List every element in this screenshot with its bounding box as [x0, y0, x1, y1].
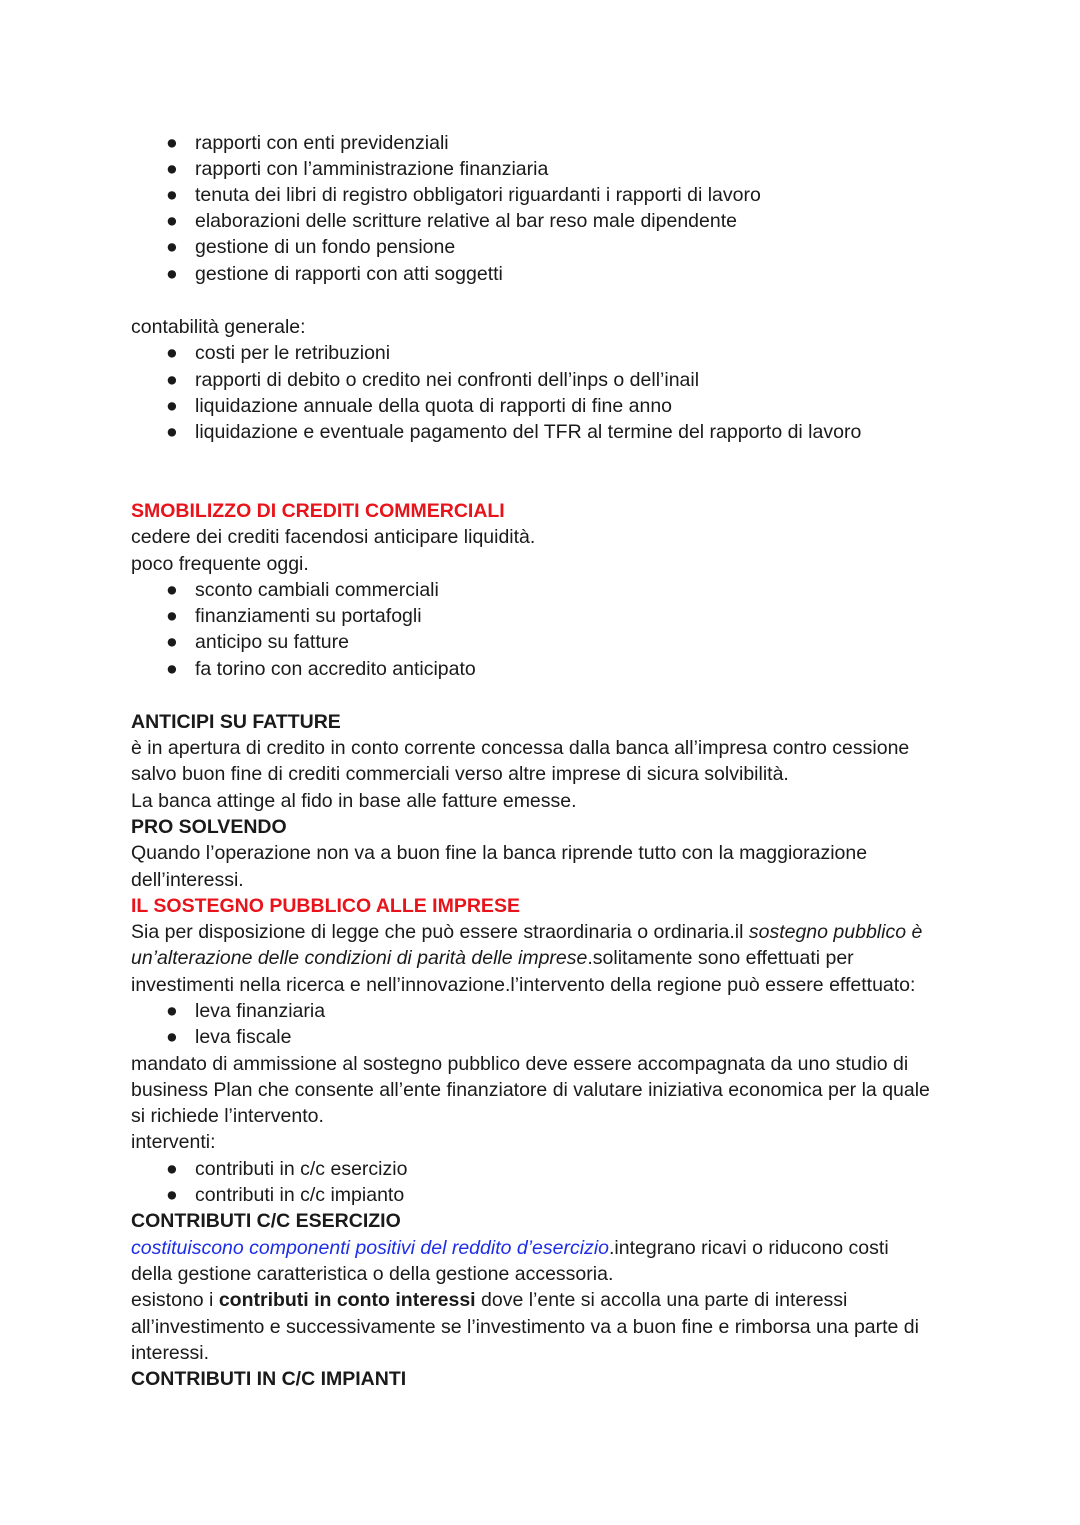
section-heading: CONTRIBUTI C/C ESERCIZIO [131, 1210, 401, 1232]
section-heading: CONTRIBUTI IN C/C IMPIANTI [131, 1368, 407, 1390]
document-page: ● rapporti con enti previdenziali ● rapporti con l’amministrazione finanziaria ● tenuta dei libri di registro obbligatori riguardanti i rapporti di lavoro ● elaborazioni delle scritture relative al bar reso male dipendente ● gestione di un fondo pensione ● gestione di rapporti con atti soggetti contabilità generale: ● costi per le retribuzioni ● rapporti di debito o credito nei confronti dell’inps o dell’inail ● liquidazione annuale della quota di rapporti di fine anno ● liquidazione e eventuale pagamento del TFR al termine del rapporto di lavoro SMOBILIZZO DI CREDITI COMMERCIALI cedere dei crediti facendosi anticipare liquidità. poco frequente oggi. ● sconto cambiali commerciali ● finanziamenti su portafogli ● anticipo su fatture ● fa torino con accredito anticipato ANTICIPI SU FATTURE è in apertura di credito in conto corrente concessa dalla banca all’impresa contro cessione salvo buon fine di crediti commerciali verso altre imprese di sicura solvibilità. La banca attinge al fido in base alle fatture emesse. PRO SOLVENDO Quando l’operazione non va a buon fine la banca riprende tutto con la maggiorazione dell’interessi. IL SOSTEGNO PUBBLICO ALLE IMPRESE Sia per disposizione di legge che può essere straordinaria o ordinaria.il sostegno pubblico è un’alterazione delle condizioni di parità delle imprese.solitamente sono effettuati per investimenti nella ricerca e nell’innovazione.l’intervento della regione può essere effettuato: ● leva finanziaria ● leva fiscale mandato di ammissione al sostegno pubblico deve essere accompagnata da uno studio di business Plan che consente all’ente finanziatore di valutare iniziativa economica per la quale si richiede l’intervento. interventi: ● contributi in c/c esercizio ● contributi in c/c impianto CONTRIBUTI C/C ESERCIZIO costituiscono componenti positivi del reddito d’esercizio.integrano ricavi o riducono costi della gestione caratteristica o della gestione accessoria. esistono i contributi in conto interessi dove l’ente si accolla una parte di interessi all’investimento e successivamente se l’investimento va a buon fine e rimborsa una parte di interessi. CONTRIBUTI IN C/C IMPIANTI [131, 132, 930, 1390]
section-heading: ANTICIPI SU FATTURE [131, 711, 341, 733]
section-heading: IL SOSTEGNO PUBBLICO ALLE IMPRESE [131, 895, 520, 917]
bullet-icon: ● [166, 658, 178, 680]
paragraph-line: salvo buon fine di crediti commerciali verso altre imprese di sicura solvibilità. [131, 763, 789, 785]
paragraph-line: cedere dei crediti facendosi anticipare liquidità. [131, 526, 536, 548]
paragraph-line: business Plan che consente all’ente finanziatore di valutare iniziativa economica per la quale [131, 1079, 930, 1101]
bullet-icon: ● [166, 132, 178, 154]
paragraph-line: interventi: [131, 1131, 216, 1153]
bullet-icon: ● [166, 263, 178, 285]
bullet-icon: ● [166, 158, 178, 180]
bullet-icon: ● [166, 395, 178, 417]
section-heading: PRO SOLVENDO [131, 816, 287, 838]
bullet-icon: ● [166, 579, 178, 601]
paragraph-line: Sia per disposizione di legge che può essere straordinaria o ordinaria.il sostegno pubblico è [131, 921, 923, 943]
paragraph-line: La banca attinge al fido in base alle fatture emesse. [131, 790, 577, 812]
paragraph-line: investimenti nella ricerca e nell’innovazione.l’intervento della regione può essere effettuato: [131, 974, 916, 996]
bullet-icon: ● [166, 369, 178, 391]
paragraph-line: esistono i contributi in conto interessi dove l’ente si accolla una parte di interessi [131, 1289, 848, 1311]
bullet-icon: ● [166, 210, 178, 232]
section-heading: SMOBILIZZO DI CREDITI COMMERCIALI [131, 500, 505, 522]
bullet-icon: ● [166, 342, 178, 364]
bullet-icon: ● [166, 1158, 178, 1180]
paragraph-line: mandato di ammissione al sostegno pubblico deve essere accompagnata da uno studio di [131, 1053, 909, 1075]
paragraph-line: Quando l’operazione non va a buon fine la banca riprende tutto con la maggiorazione [131, 842, 868, 864]
bullet-icon: ● [166, 605, 178, 627]
paragraph-line: un’alterazione delle condizioni di parità delle imprese.solitamente sono effettuati per [131, 947, 854, 969]
section-label: contabilità generale: [131, 316, 306, 338]
bullet-icon: ● [166, 631, 178, 653]
bullet-icon: ● [166, 184, 178, 206]
bullet-icon: ● [166, 1026, 178, 1048]
bullet-icon: ● [166, 1000, 178, 1022]
paragraph-line: è in apertura di credito in conto corrente concessa dalla banca all’impresa contro cessione [131, 737, 910, 759]
bullet-icon: ● [166, 1184, 178, 1206]
paragraph-line: interessi. [131, 1342, 210, 1364]
paragraph-line: dell’interessi. [131, 869, 244, 891]
paragraph-line: si richiede l’intervento. [131, 1105, 324, 1127]
paragraph-line: all’investimento e successivamente se l’investimento va a buon fine e rimborsa una parte di [131, 1316, 919, 1338]
paragraph-line: costituiscono componenti positivi del reddito d’esercizio.integrano ricavi o riducono costi [131, 1237, 889, 1259]
paragraph-line: della gestione caratteristica o della gestione accessoria. [131, 1263, 614, 1285]
bullet-icon: ● [166, 421, 178, 443]
paragraph-line: poco frequente oggi. [131, 553, 309, 575]
bullet-icon: ● [166, 236, 178, 258]
